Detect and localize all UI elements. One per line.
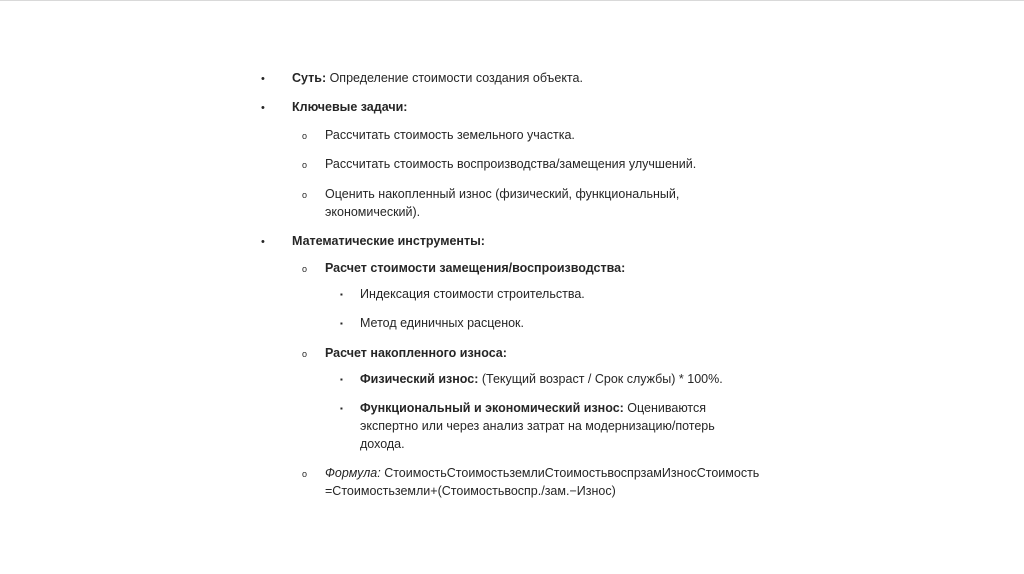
physical-depreciation-label: Физический износ: (360, 372, 479, 386)
bullet-circle-marker: o (302, 469, 308, 479)
replacement-cost-item: Индексация стоимости строительства. (360, 287, 585, 301)
formula-label: Формула: (325, 466, 381, 480)
essence-line (292, 69, 583, 87)
key-task-item: Рассчитать стоимость воспроизводства/замещения улучшений. (325, 157, 697, 171)
replacement-cost-heading: Расчет стоимости замещения/воспроизводства: (325, 261, 626, 275)
math-tools-heading: Математические инструменты: (292, 234, 485, 248)
bullet-square-marker: ▪ (340, 375, 343, 384)
physical-depreciation-line (360, 370, 723, 388)
bullet-circle-marker: o (302, 131, 308, 141)
key-task-item-continued: экономический). (325, 205, 421, 219)
functional-depreciation-continued: дохода. (360, 437, 405, 451)
key-task-item: Оценить накопленный износ (физический, функциональный, (325, 187, 680, 201)
bullet-circle-marker: o (302, 160, 308, 170)
functional-depreciation-text: Оцениваются (623, 401, 707, 415)
bullet-disc-marker: • (261, 102, 265, 114)
depreciation-heading: Расчет накопленного износа: (325, 346, 507, 360)
formula-line (325, 464, 759, 482)
bullet-square-marker: ▪ (340, 404, 343, 413)
physical-depreciation-text: (Текущий возраст / Срок службы) * 100%. (478, 372, 723, 386)
bullet-circle-marker: o (302, 190, 308, 200)
functional-depreciation-continued: экспертно или через анализ затрат на модернизацию/потерь (360, 419, 715, 433)
functional-depreciation-label: Функциональный и экономический износ: (360, 401, 624, 415)
bullet-circle-marker: o (302, 264, 308, 274)
bullet-disc-marker: • (261, 236, 265, 248)
bullet-disc-marker: • (261, 73, 265, 85)
formula-expression: =Стоимостьземли+(Стоимостьвоспр./зам.−Износ) (325, 484, 616, 498)
essence-text: Определение стоимости создания объекта. (326, 71, 583, 85)
bullet-circle-marker: o (302, 349, 308, 359)
bullet-square-marker: ▪ (340, 319, 343, 328)
functional-depreciation-line (360, 399, 706, 417)
key-task-item: Рассчитать стоимость земельного участка. (325, 128, 575, 142)
essence-label: Суть: (292, 71, 327, 85)
replacement-cost-item: Метод единичных расценок. (360, 316, 525, 330)
formula-text: СтоимостьСтоимостьземлиСтоимостьвоспрзамИзносСтоимость (380, 466, 760, 480)
key-tasks-heading: Ключевые задачи: (292, 100, 408, 114)
bullet-square-marker: ▪ (340, 290, 343, 299)
